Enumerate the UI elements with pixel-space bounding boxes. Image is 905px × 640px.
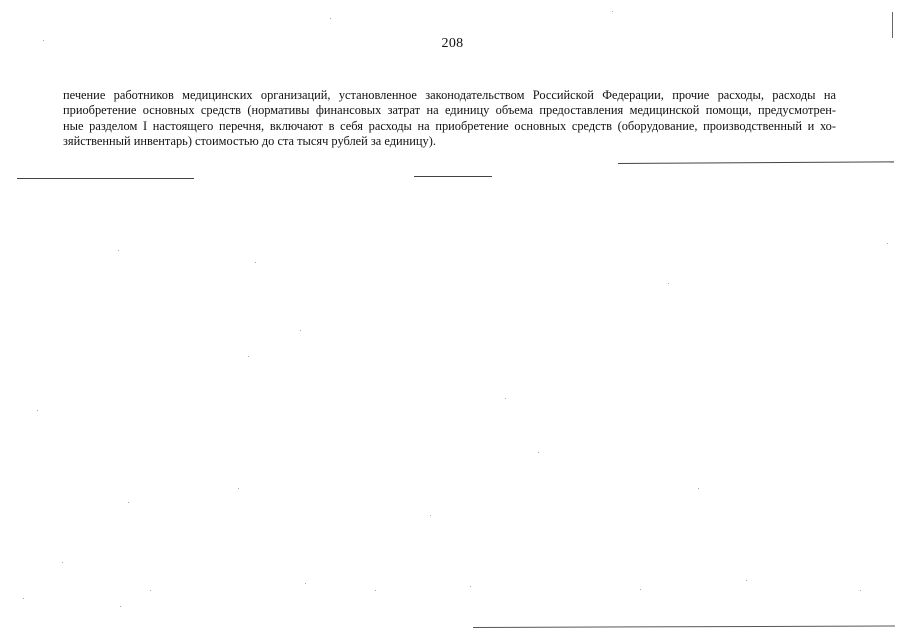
- separator-line-left: [17, 178, 194, 179]
- scan-speck: [120, 606, 121, 607]
- scan-edge-mark: [892, 12, 893, 38]
- paragraph-line: приобретение основных средств (нормативы финансовых затрат на единицу объема предоставления медицинской помощи, предусмотрен-: [63, 103, 836, 118]
- scan-speck: [300, 330, 301, 331]
- body-paragraph: [63, 88, 836, 149]
- paragraph-line: печение работников медицинских организаций, установленное законодательством Российской Федерации, прочие расходы, расходы на: [63, 88, 836, 102]
- scan-speck: [330, 18, 331, 19]
- bottom-rule-line: [473, 626, 895, 628]
- page-number: 208: [441, 36, 464, 51]
- scan-speck: [248, 356, 249, 357]
- scan-speck: [470, 586, 471, 587]
- scan-speck: [43, 40, 44, 41]
- scan-speck: [640, 589, 641, 590]
- scan-speck: [128, 502, 129, 503]
- scan-speck: [305, 583, 306, 584]
- scan-speck: [255, 262, 256, 263]
- scan-speck: [538, 452, 539, 453]
- scan-speck: [375, 590, 376, 591]
- paragraph-line: зяйственный инвентарь) стоимостью до ста тысяч рублей за единицу).: [63, 133, 436, 148]
- scan-speck: [698, 488, 699, 489]
- paragraph-line: ные разделом I настоящего перечня, включают в себя расходы на приобретение основных средств (оборудование, производственный и хо-: [63, 118, 836, 133]
- scan-speck: [746, 580, 747, 581]
- scan-speck: [62, 562, 63, 563]
- scan-speck: [887, 243, 888, 244]
- scan-speck: [238, 488, 239, 489]
- separator-line-center: [414, 176, 492, 177]
- scan-speck: [505, 398, 506, 399]
- scan-speck: [37, 410, 38, 411]
- scan-speck: [23, 598, 24, 599]
- scan-speck: [668, 283, 669, 284]
- separator-line-right: [618, 161, 894, 164]
- scan-speck: [150, 590, 151, 591]
- scan-speck: [860, 590, 861, 591]
- scan-speck: [612, 11, 613, 12]
- scan-speck: [118, 250, 119, 251]
- scan-speck: [430, 515, 431, 516]
